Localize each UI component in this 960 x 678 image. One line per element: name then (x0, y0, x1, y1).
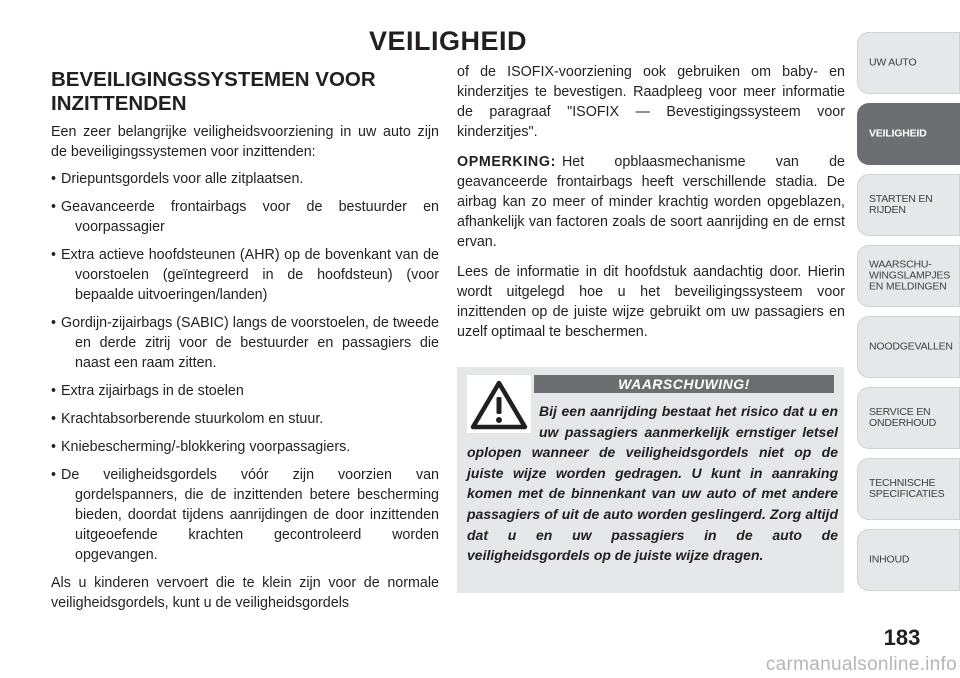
note-label: OPMERKING: (457, 154, 556, 170)
list-item: • Driepuntsgordels voor alle zitplaatsen. (51, 169, 439, 189)
left-column (51, 68, 439, 613)
chapter-tabs (857, 32, 960, 600)
right-column (457, 62, 845, 352)
warning-box (457, 367, 844, 593)
info-paragraph: Lees de informatie in dit hoofdstuk aandachtig door. Hierin wordt uitgelegd hoe u het beveiligingssysteem voor inzittenden op de juiste wijze gebruikt om uw passagiers en uzelf optimaal te beschermen. (457, 264, 845, 340)
restraint-features-list (51, 169, 439, 565)
section-title-line1: BEVEILIGINGSSYSTEMEN VOOR (51, 68, 376, 91)
tab-label: NOODGEVALLEN (869, 340, 953, 353)
tab-veiligheid[interactable] (857, 103, 960, 165)
tab-label: INHOUD (869, 553, 910, 566)
tab-inhoud[interactable] (857, 529, 960, 591)
page-number: 183 (883, 625, 921, 650)
tab-label: TECHNISCHE SPECIFICATIES (869, 477, 945, 500)
warning-label: WAARSCHUWING! (534, 375, 834, 393)
list-item: • Kniebescherming/-blokkering voorpassagiers. (51, 437, 439, 457)
tab-uw-auto[interactable] (857, 32, 960, 94)
tab-label: VEILIGHEID (869, 127, 927, 140)
section-title-line2: INZITTENDEN (51, 92, 187, 115)
closing-paragraph: Als u kinderen vervoert die te klein zijn voor de normale veiligheidsgordels, kunt u de veiligheidsgordels (51, 575, 439, 611)
tab-waarschuwingslampjes[interactable] (857, 245, 960, 307)
list-item: • Gordijn-zijairbags (SABIC) langs de voorstoelen, de tweede en derde zitrij voor de bestuurder en passagiers die naast een raam zitten. (51, 313, 439, 373)
list-item: • Geavanceerde frontairbags voor de bestuurder en voorpassagier (51, 197, 439, 237)
warning-text: Bij een aanrijding bestaat het risico dat u en uw passagiers aanmerkelijk ernstiger letsel oplopen wanneer de veiligheidsgordels niet op de juiste wijze worden gedragen. U kunt in aanraking komen met de binnenkant van uw auto of met andere passagiers of uit de auto worden geslingerd. Zorg altijd dat u en uw passagiers in de auto de veiligheidsgordels op de juiste wijze dragen. (467, 403, 838, 564)
tab-noodgevallen[interactable] (857, 316, 960, 378)
list-item: • Extra zijairbags in de stoelen (51, 381, 439, 401)
tab-label: UW AUTO (869, 56, 917, 69)
tab-label: STARTEN EN RIJDEN (869, 193, 933, 216)
watermark: carmanualsonline.info (765, 654, 957, 675)
tab-service-en-onderhoud[interactable] (857, 387, 960, 449)
tab-starten-en-rijden[interactable] (857, 174, 960, 236)
tab-label: SERVICE EN ONDERHOUD (869, 406, 937, 429)
list-item: • Krachtabsorberende stuurkolom en stuur. (51, 409, 439, 429)
tab-label: WAARSCHU- WINGSLAMPJES EN MELDINGEN (869, 258, 951, 293)
section-title (51, 68, 439, 116)
list-item: • De veiligheidsgordels vóór zijn voorzien van gordelspanners, die de inzittenden betere bescherming bieden, doordat tijdens aanrijdingen de door inzittenden uitgeoefende krachten gecontroleerd worden opgevangen. (51, 465, 439, 565)
page-title: VEILIGHEID (368, 26, 528, 56)
list-item: • Extra actieve hoofdsteunen (AHR) op de bovenkant van de voorstoelen (geïntegreerd in de hoofdsteun) (voor bepaalde uitvoeringen/landen) (51, 245, 439, 305)
note-paragraph (457, 152, 845, 252)
continuation-paragraph: of de ISOFIX-voorziening ook gebruiken om baby- en kinderzitjes te bevestigen. Raadpleeg voor meer informatie de paragraaf "ISOFIX — Bevestigingssysteem voor kinderzitjes". (457, 64, 845, 140)
intro-paragraph: Een zeer belangrijke veiligheidsvoorziening in uw auto zijn de beveiligingssystemen voor inzittenden: (51, 124, 439, 160)
tab-technische-specificaties[interactable] (857, 458, 960, 520)
note-text: Het opblaasmechanisme van de geavanceerde frontairbags heeft verschillende stadia. De airbag kan zo meer of minder krachtig worden opgeblazen, afhankelijk van factoren zoals de soort aanrijding en de ernst ervan. (457, 154, 845, 250)
